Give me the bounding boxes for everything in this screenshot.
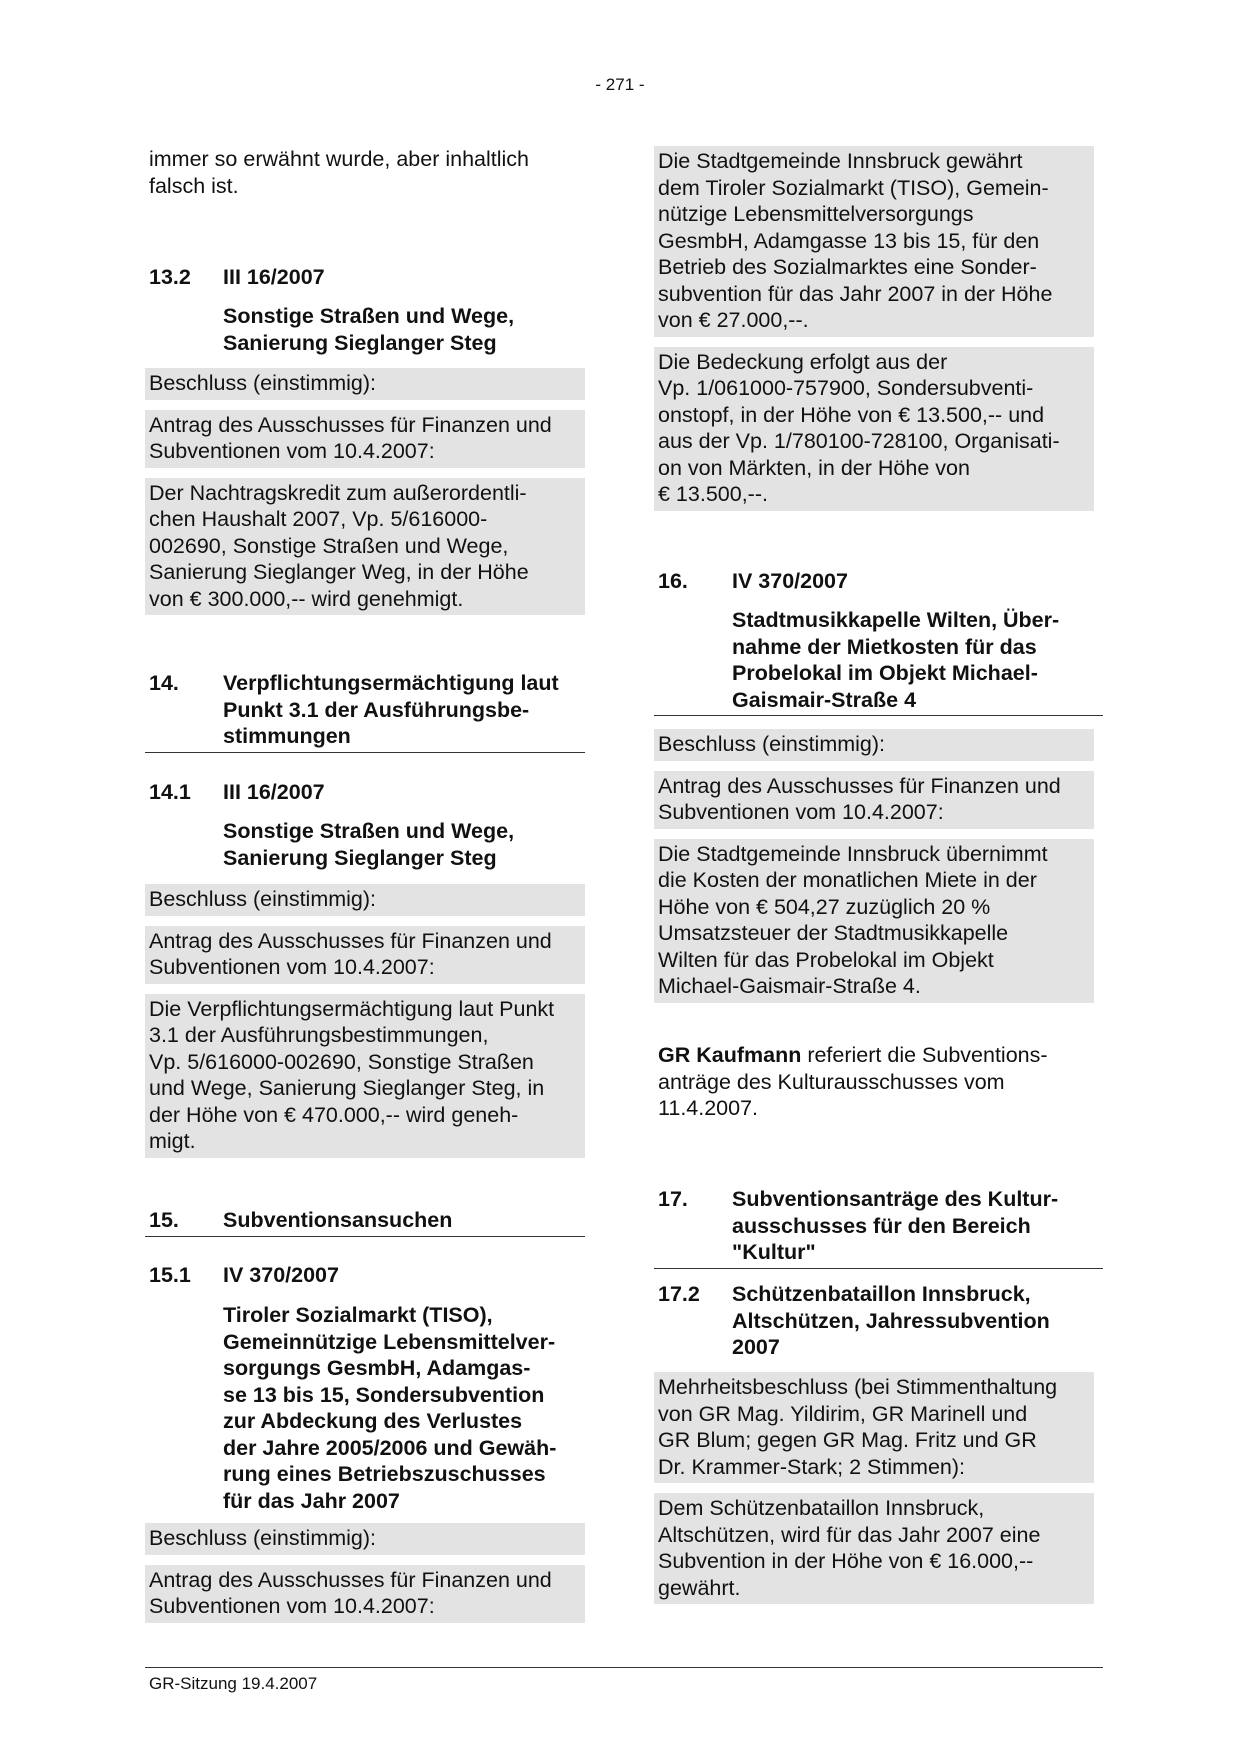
motion-text xyxy=(654,771,1094,829)
section-number: 14.1 xyxy=(149,780,191,804)
resolution-text xyxy=(145,478,585,616)
page-number: - 271 - xyxy=(595,75,645,94)
title-line: Sonstige Straßen und Wege, xyxy=(223,304,515,328)
text-line: immer so erwähnt wurde, aber inhaltlich xyxy=(149,147,529,171)
title-line: Sanierung Sieglanger Steg xyxy=(223,845,497,870)
section-reference: III 16/2007 xyxy=(223,780,325,804)
motion-text xyxy=(145,410,585,468)
title-line: stimmungen xyxy=(223,724,351,748)
title-line: Schützenbataillon Innsbruck, xyxy=(732,1282,1031,1306)
text-line: Die Verpflichtungsermächtigung laut Punkt xyxy=(149,996,555,1021)
title-line: Sonstige Straßen und Wege, xyxy=(223,819,515,843)
text-line: Sanierung Sieglanger Weg, in der Höhe xyxy=(149,560,529,584)
resolution-label: Beschluss (einstimmig): xyxy=(654,729,1094,761)
section-title xyxy=(223,303,514,356)
text-line: Antrag des Ausschusses für Finanzen und xyxy=(658,773,1061,798)
speaker-paragraph xyxy=(658,1042,1048,1122)
text-line: die Kosten der monatlichen Miete in der xyxy=(658,868,1037,892)
section-number: 14. xyxy=(149,671,179,695)
title-line: "Kultur" xyxy=(732,1240,816,1264)
text-line: nützige Lebensmittelversorgungs xyxy=(658,202,974,226)
title-line: sorgungs GesmbH, Adamgas- xyxy=(223,1356,531,1380)
text-line: von GR Mag. Yildirim, GR Marinell und xyxy=(658,1401,1028,1426)
text-line: Subvention in der Höhe von € 16.000,-- xyxy=(658,1549,1034,1573)
title-line: Sanierung Sieglanger Steg xyxy=(223,330,497,355)
title-line: Punkt 3.1 der Ausführungsbe- xyxy=(223,697,530,722)
text-line: on von Märkten, in der Höhe von xyxy=(658,455,970,480)
text-line: subvention für das Jahr 2007 in der Höhe xyxy=(658,281,1053,306)
text-line: Die Stadtgemeinde Innsbruck gewährt xyxy=(658,149,1023,173)
section-number: 17. xyxy=(658,1187,688,1211)
text-line: Antrag des Ausschusses für Finanzen und xyxy=(149,928,552,953)
title-line: Probelokal im Objekt Michael- xyxy=(732,661,1038,685)
text-line: migt. xyxy=(149,1129,196,1153)
motion-text xyxy=(145,1565,585,1623)
title-line: nahme der Mietkosten für das xyxy=(732,634,1037,659)
section-divider xyxy=(654,1268,1103,1269)
resolution-block xyxy=(654,729,1094,1003)
text-line: Wilten für das Probelokal im Objekt xyxy=(658,947,994,972)
title-line: für das Jahr 2007 xyxy=(223,1488,400,1513)
resolution-text xyxy=(654,146,1094,337)
text-line: Die Stadtgemeinde Innsbruck übernimmt xyxy=(658,841,1048,866)
section-number: 17.2 xyxy=(658,1282,700,1306)
title-line: der Jahre 2005/2006 und Gewäh- xyxy=(223,1435,557,1460)
title-line: Subventionsanträge des Kultur- xyxy=(732,1187,1059,1211)
text-line: Dr. Krammer-Stark; 2 Stimmen): xyxy=(658,1454,966,1479)
text-line: von € 300.000,-- wird genehmigt. xyxy=(149,586,464,611)
section-divider xyxy=(145,1236,585,1237)
text-line: aus der Vp. 1/780100-728100, Organisati- xyxy=(658,429,1060,453)
text-line: 11.4.2007. xyxy=(658,1096,759,1120)
text-line: GR Blum; gegen GR Mag. Fritz und GR xyxy=(658,1428,1037,1452)
text-line: Antrag des Ausschusses für Finanzen und xyxy=(149,412,552,437)
section-divider xyxy=(654,715,1103,716)
resolution-block xyxy=(145,368,585,615)
section-reference: IV 370/2007 xyxy=(732,569,848,593)
title-line: Altschützen, Jahressubvention xyxy=(732,1308,1050,1333)
resolution-label: Beschluss (einstimmig): xyxy=(145,368,585,400)
section-divider xyxy=(145,752,585,753)
text-line: onstopf, in der Höhe von € 13.500,-- und xyxy=(658,402,1045,427)
text-line: und Wege, Sanierung Sieglanger Steg, in xyxy=(149,1076,545,1100)
section-title xyxy=(223,670,559,750)
motion-text xyxy=(145,926,585,984)
text-line: Vp. 1/061000-757900, Sondersubventi- xyxy=(658,376,1034,400)
text-line: Die Bedeckung erfolgt aus der xyxy=(658,349,948,374)
text-fragment: referiert die Subventions- xyxy=(801,1043,1048,1067)
title-line: Tiroler Sozialmarkt (TISO), xyxy=(223,1303,493,1327)
text-line: anträge des Kulturausschusses vom xyxy=(658,1069,1005,1094)
text-line: Subventionen vom 10.4.2007: xyxy=(658,800,944,824)
text-line: Michael-Gaismair-Straße 4. xyxy=(658,974,921,998)
resolution-label: Beschluss (einstimmig): xyxy=(145,884,585,916)
text-line: Vp. 5/616000-002690, Sonstige Straßen xyxy=(149,1049,534,1074)
title-line: ausschusses für den Bereich xyxy=(732,1213,1031,1238)
section-title: Subventionsansuchen xyxy=(223,1208,453,1232)
resolution-continuation xyxy=(654,146,1094,511)
title-line: rung eines Betriebszuschusses xyxy=(223,1462,546,1486)
text-line: Mehrheitsbeschluss (bei Stimmenthaltung xyxy=(658,1375,1058,1399)
text-line: Betrieb des Sozialmarktes eine Sonder- xyxy=(658,255,1037,279)
section-reference: III 16/2007 xyxy=(223,265,325,289)
text-line: falsch ist. xyxy=(149,173,239,198)
speaker-name: GR Kaufmann xyxy=(658,1043,802,1067)
text-line: Umsatzsteuer der Stadtmusikkapelle xyxy=(658,921,1009,945)
funding-text xyxy=(654,347,1094,511)
text-line: Der Nachtragskredit zum außerordentli- xyxy=(149,480,527,505)
text-line: Antrag des Ausschusses für Finanzen und xyxy=(149,1567,552,1592)
text-line: Subventionen vom 10.4.2007: xyxy=(149,1594,435,1618)
title-line: zur Abdeckung des Verlustes xyxy=(223,1409,523,1433)
resolution-label xyxy=(654,1372,1094,1483)
section-title xyxy=(732,1186,1058,1266)
intro-text xyxy=(149,146,529,199)
title-line: 2007 xyxy=(732,1335,780,1359)
footer-divider xyxy=(145,1667,1103,1668)
resolution-block xyxy=(145,884,585,1158)
section-title xyxy=(223,818,514,871)
text-line: 3.1 der Ausführungsbestimmungen, xyxy=(149,1023,489,1047)
section-number: 15. xyxy=(149,1208,179,1232)
section-title xyxy=(732,1281,1050,1361)
text-line: € 13.500,--. xyxy=(658,482,768,506)
text-line: gewährt. xyxy=(658,1575,741,1600)
text-line: von € 27.000,--. xyxy=(658,308,809,332)
footer-text: GR-Sitzung 19.4.2007 xyxy=(149,1674,318,1693)
text-line: 002690, Sonstige Straßen und Wege, xyxy=(149,533,509,558)
text-line: chen Haushalt 2007, Vp. 5/616000- xyxy=(149,507,488,531)
text-line: dem Tiroler Sozialmarkt (TISO), Gemein- xyxy=(658,175,1049,200)
text-line: Subventionen vom 10.4.2007: xyxy=(149,955,435,979)
resolution-block xyxy=(654,1372,1094,1604)
resolution-block xyxy=(145,1523,585,1623)
section-title xyxy=(223,1302,556,1514)
title-line: se 13 bis 15, Sondersubvention xyxy=(223,1382,545,1407)
section-number: 16. xyxy=(658,569,688,593)
resolution-text xyxy=(145,994,585,1158)
title-line: Stadtmusikkapelle Wilten, Über- xyxy=(732,608,1060,632)
title-line: Gemeinnützige Lebensmittelver- xyxy=(223,1329,556,1354)
text-line: Altschützen, wird für das Jahr 2007 eine xyxy=(658,1522,1041,1547)
title-line: Verpflichtungsermächtigung laut xyxy=(223,671,559,695)
text-line: Höhe von € 504,27 zuzüglich 20 % xyxy=(658,894,991,919)
section-reference: IV 370/2007 xyxy=(223,1263,339,1287)
text-line: GesmbH, Adamgasse 13 bis 15, für den xyxy=(658,228,1040,253)
section-title xyxy=(732,607,1059,713)
text-line: Dem Schützenbataillon Innsbruck, xyxy=(658,1496,985,1520)
title-line: Gaismair-Straße 4 xyxy=(732,687,917,712)
text-line: der Höhe von € 470.000,-- wird geneh- xyxy=(149,1102,519,1127)
resolution-text xyxy=(654,1493,1094,1604)
text-line: Subventionen vom 10.4.2007: xyxy=(149,439,435,463)
resolution-text xyxy=(654,839,1094,1003)
resolution-label: Beschluss (einstimmig): xyxy=(145,1523,585,1555)
section-number: 13.2 xyxy=(149,265,191,289)
section-number: 15.1 xyxy=(149,1263,191,1287)
